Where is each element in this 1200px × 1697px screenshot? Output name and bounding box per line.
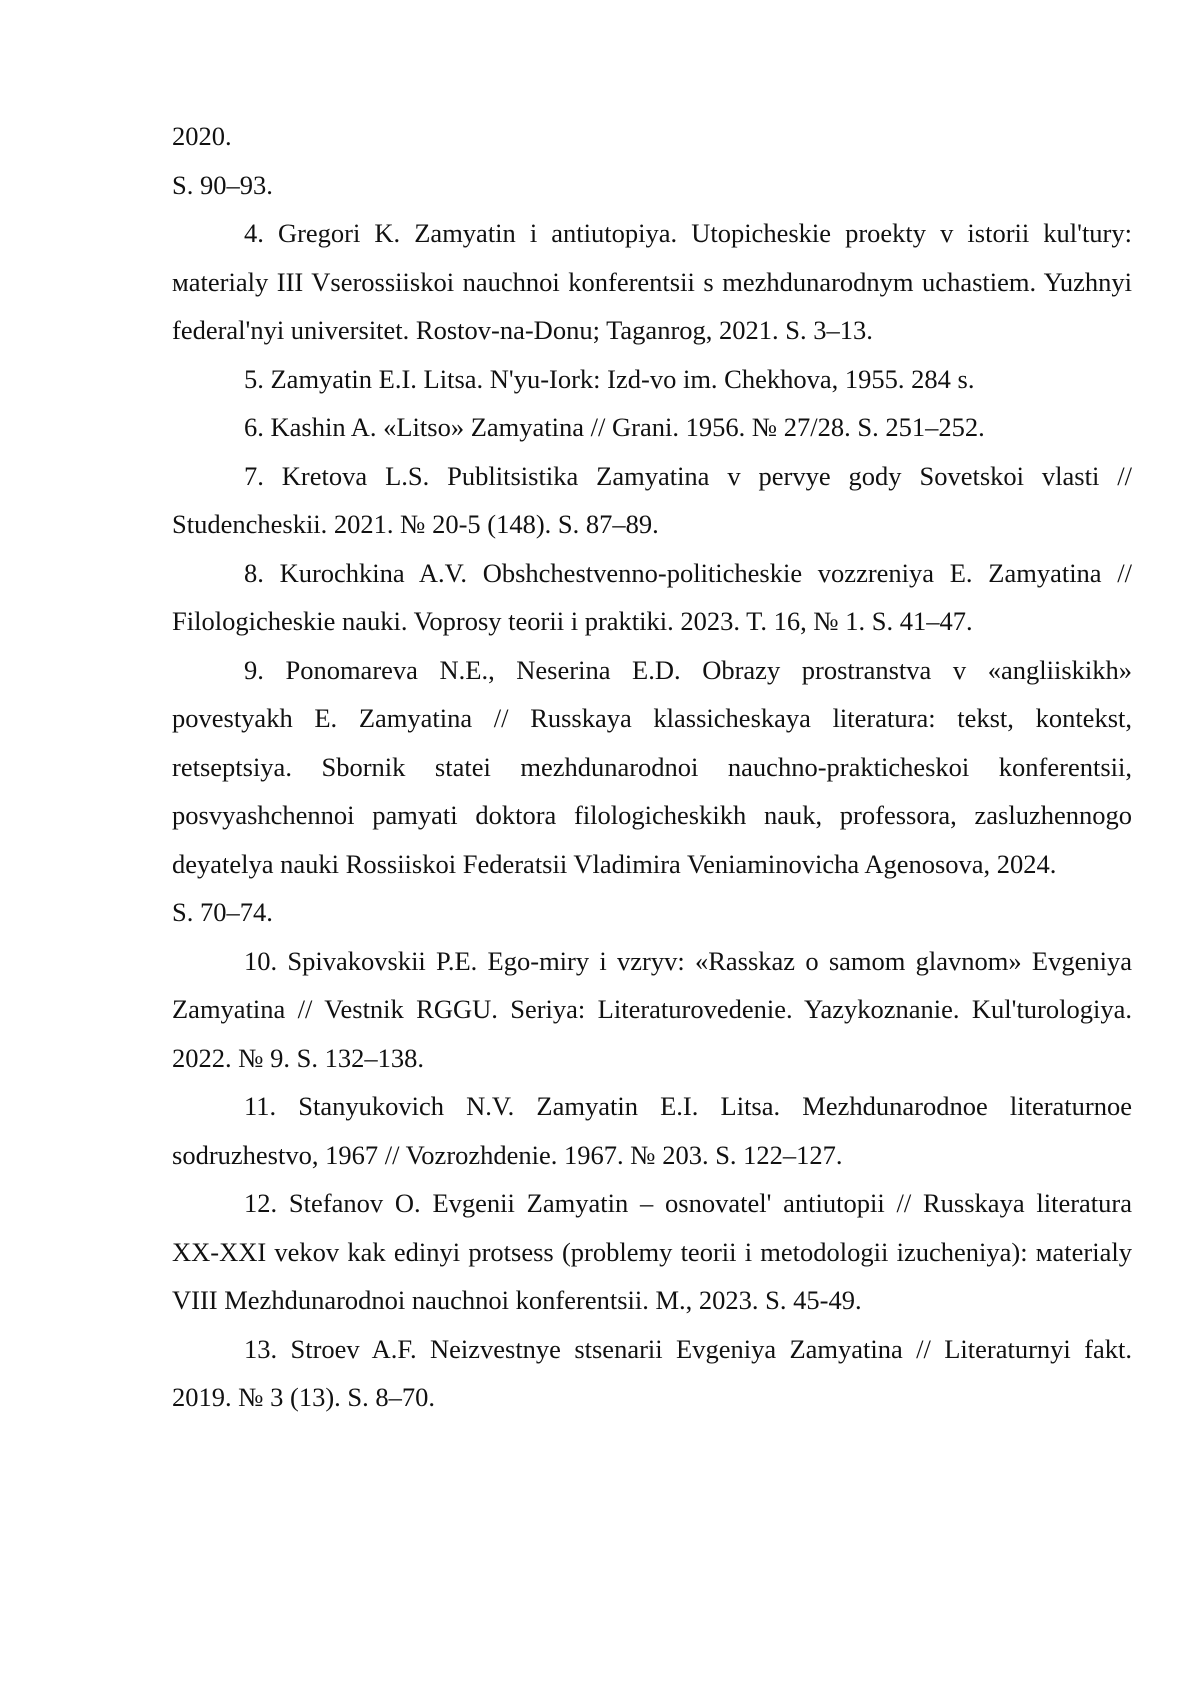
reference-entry-9: 9. Ponomareva N.E., Neserina E.D. Obrazy prostranstva v «angliiskikh» povestyakh E. Zamyatina // Russkaya klassicheskaya literatura: tekst, kontekst, retseptsiya. Sbornik statei mezhdunarodnoi nauchno-prakticheskoi konferentsii, posvyashchennoi pamyati doktora filologicheskikh nauk, professora, zasluzhennogo deyatelya nauki Rossiiskoi Federatsii Vladimira Veniaminovicha Agenosova, 2024. (172, 654, 1132, 879)
reference-entry-12: 12. Stefanov O. Evgenii Zamyatin – osnovatel' antiutopii // Russkaya literatura XX-XXI vekov kak edinyi protsess (problemy teorii i metodologii izucheniya): мaterialy VIII Mezhdunarodnoi nauchnoi konferentsii. M., 2023. S. 45-49. (172, 1188, 1132, 1315)
reference-entry-8: 8. Kurochkina A.V. Obshchestvenno-politicheskie vozzreniya E. Zamyatina // Filologicheskie nauki. Voprosy teorii i praktiki. 2023. T. 16, № 1. S. 41–47. (172, 557, 1132, 636)
reference-entry-7: 7. Kretova L.S. Publitsistika Zamyatina v pervye gody Sovetskoi vlasti // Studencheskii. 2021. № 20-5 (148). S. 87–89. (172, 460, 1132, 539)
reference-entry-4: 4. Gregori K. Zamyatin i antiutopiya. Utopicheskie proekty v istorii kul'tury: мaterialy III Vserossiiskoi nauchnoi konferentsii s mezhdunarodnym uchastiem. Yuzhnyi federal'nyi universitet. Rostov-na-Donu; Taganrog, 2021. S. 3–13. (172, 218, 1132, 345)
continued-pages-line: S. 90–93. (172, 169, 273, 200)
reference-9-pages-line: S. 70–74. (172, 897, 273, 927)
reference-entry-11: 11. Stanyukovich N.V. Zamyatin E.I. Litsa. Mezhdunarodnoe literaturnoe sodruzhestvo, 1967 // Vozrozhdenie. 1967. № 203. S. 122–127. (172, 1091, 1132, 1170)
reference-entry-5: 5. Zamyatin E.I. Litsa. N'yu-Iork: Izd-vo im. Chekhova, 1955. 284 s. (244, 363, 975, 394)
reference-entry-10: 10. Spivakovskii P.E. Ego-miry i vzryv: «Rasskaz o samom glavnom» Evgeniya Zamyatina // Vestnik RGGU. Seriya: Literaturovedenie. Yazykoznanie. Kul'turologiya. 2022. № 9. S. 132–138. (172, 945, 1132, 1073)
continued-year-line: 2020. (172, 121, 232, 151)
reference-entry-13: 13. Stroev A.F. Neizvestnye stsenarii Evgeniya Zamyatina // Literaturnyi fakt. 2019. № 3 (13). S. 8–70. (172, 1333, 1132, 1412)
reference-list (172, 112, 1132, 1422)
reference-entry-6: 6. Kashin A. «Litso» Zamyatina // Grani. 1956. № 27/28. S. 251–252. (244, 412, 985, 442)
